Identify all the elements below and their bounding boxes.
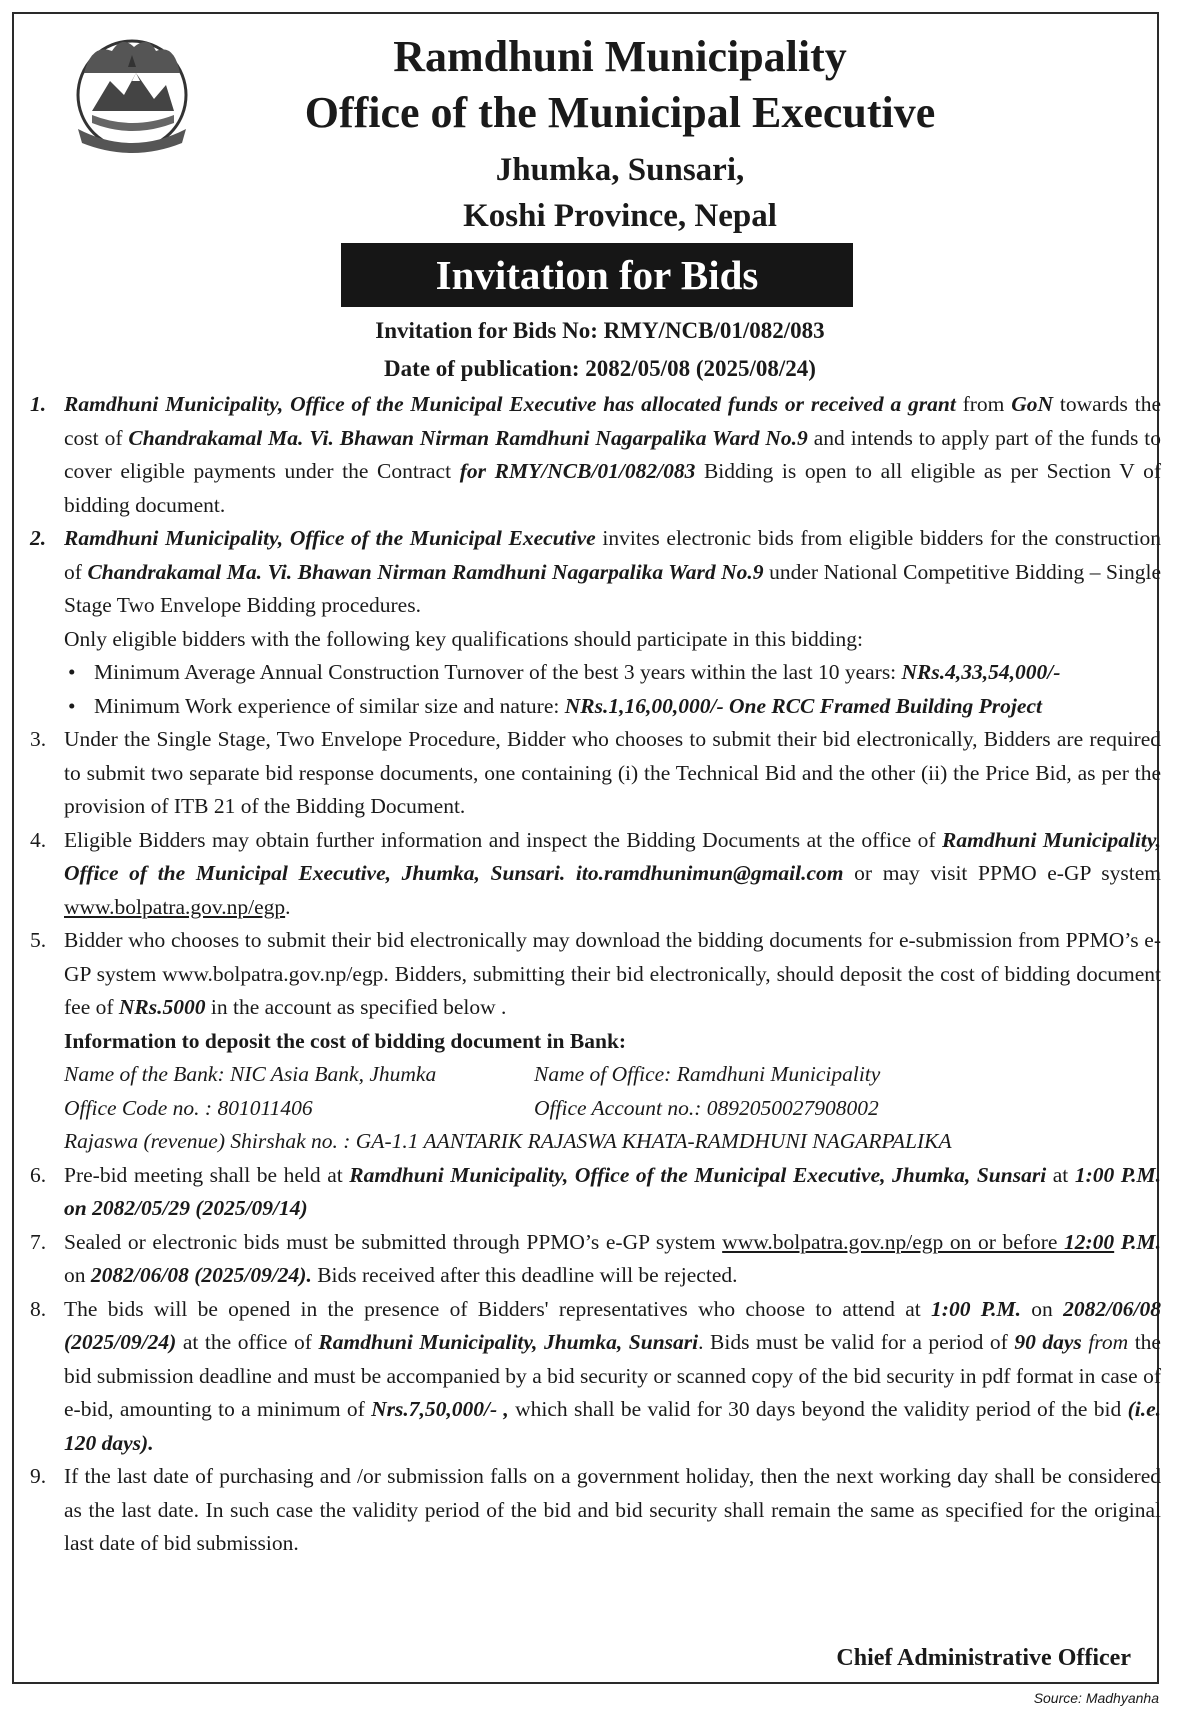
address-line-1: Jhumka, Sunsari, [495,152,745,188]
text-run: The bids will be opened in the presence of Bidders' representatives who choose to attend at [64,1296,932,1321]
text-run: 12:00 [1064,1229,1115,1254]
text-run: Pre-bid meeting shall be held at [64,1162,350,1187]
office-name-bank: Name of Office: Ramdhuni Municipality [534,1062,881,1086]
office-account: Office Account no.: 0892050027908002 [534,1095,879,1120]
text-run: NRs.4,33,54,000/- [901,660,1061,684]
bullet-icon: • [68,660,76,684]
clause-2 [28,522,1161,623]
text-run: . [285,894,291,919]
text-run: Sealed or electronic bids must be submitted through PPMO’s e-GP system [64,1229,723,1254]
text-run: at [1046,1162,1075,1187]
text-run: Chandrakamal Ma. Vi. Bhawan Nirman Ramdhuni Nagarpalika Ward No.9 [87,559,764,584]
source-credit: Source: Madhyanha [1033,1690,1159,1706]
contact-email: Ramdhuni Municipality, Office of the Municipal Executive, Jhumka, Sunsari. ito.ramdhunimun@gmail.com [64,827,1161,885]
office-name: Office of the Municipal Executive [304,88,936,137]
text-run: and intends to apply part of the funds to cover eligible payments under the Contract [64,425,1161,483]
text-run: Nrs.7,50,000/- , [371,1397,509,1421]
egp-link[interactable]: www.bolpatra.gov.np/egp [64,894,286,919]
text-run: from [1081,1330,1129,1354]
clause-number: 9. [30,1464,47,1488]
text-run: Under the Single Stage, Two Envelope Procedure, Bidder who chooses to submit their bid electronically, Bidders are required to submit two separate bid response documents, one containing (i) the Technical Bid and the other (ii) the Price Bid, as per the provision of ITB 21 of the Bidding Document. [64,727,1161,818]
text-run: on [1020,1296,1064,1321]
text-run: 1:00 P.M. on 2082/05/29 (2025/09/14) [64,1162,1162,1220]
bank-row-2 [28,1092,1161,1126]
text-run: in the account as specified below . [205,995,507,1019]
notice-body [28,388,1161,1561]
publication-date: Date of publication: 2082/05/08 (2025/08/24) [384,356,816,381]
text-run: under National Competitive Bidding – Single Stage Two Envelope Bidding procedures. [64,559,1162,617]
text-run: NRs.5000 [118,995,206,1019]
municipality-name: Ramdhuni Municipality [393,32,847,81]
notice-title-banner: Invitation for Bids [341,243,853,307]
clause-1 [28,388,1161,522]
clause-number: 4. [30,827,47,852]
clause-6 [28,1159,1161,1226]
text-run: towards the cost of [64,392,1161,450]
clause-number: 1. [30,392,47,416]
text-run: P.M. [1114,1229,1161,1254]
address-line-2: Koshi Province, Nepal [463,198,777,234]
qualification-experience [28,690,1161,724]
text-run: or may visit PPMO e-GP system [843,861,1161,885]
text-run: Bidder who chooses to submit their bid electronically may download the bidding documents for e-submission from PPMO’s e-GP system www.bolpatra.gov.np/egp. Bidders, submitting their bid electronically, should deposit the cost of bidding document fee of [64,928,1161,1019]
text-run: invites electronic bids from eligible bidders for the construction of [64,526,1162,584]
clause-5 [28,924,1161,1025]
text-run: (i.e. 120 days). [64,1397,1161,1455]
clause-number: 8. [30,1296,47,1321]
clause-3 [28,723,1161,824]
nepal-government-emblem-icon [62,33,202,155]
bid-number: Invitation for Bids No: RMY/NCB/01/082/083 [375,318,825,343]
clause-7 [28,1226,1161,1293]
text-run: Bids received after this deadline will be rejected. [311,1263,738,1287]
text-run: at the office of [176,1330,319,1354]
text-run: Ramdhuni Municipality, Office of the Municipal Executive has allocated funds or received a grant [64,392,956,416]
text-run: If the last date of purchasing and /or submission falls on a government holiday, then the next working day shall be considered as the last date. In such case the validity period of the bid and bid security shall remain the same as specified for the original last date of bid submission. [64,1464,1161,1555]
text-run: Eligible Bidders may obtain further information and inspect the Bidding Documents at the office of [64,827,943,852]
text-run: the bid submission deadline and must be accompanied by a bid security or scanned copy of the bid security in pdf format in case of e-bid, amounting to a minimum of [64,1330,1161,1421]
egp-link[interactable]: www.bolpatra.gov.np/egp on or before [722,1229,1064,1254]
text-run: 1:00 P.M. [931,1296,1021,1321]
text-run: from [955,392,1012,416]
text-run: 2082/06/08 (2025/09/24). [90,1263,312,1287]
text-run: which shall be valid for 30 days beyond the validity period of the bid [508,1397,1128,1421]
text-run: Ramdhuni Municipality, Jhumka, Sunsari [318,1330,699,1354]
text-run: 90 days [1014,1330,1082,1354]
text-run: 2082/06/08 (2025/09/24) [64,1296,1162,1354]
text-run: on [64,1263,91,1287]
qualifications-intro: Only eligible bidders with the following key qualifications should participate in this bidding: [64,626,863,651]
revenue-heading: Rajaswa (revenue) Shirshak no. : GA-1.1 AANTARIK RAJASWA KHATA-RAMDHUNI NAGARPALIKA [64,1129,952,1153]
clause-number: 7. [30,1229,47,1254]
text-run: Bidding is open to all eligible as per Section V of bidding document. [64,459,1161,517]
text-run: NRs.1,16,00,000/- One RCC Framed Building Project [564,693,1042,718]
bullet-icon: • [68,693,76,718]
text-run: Minimum Work experience of similar size and nature: [94,693,565,718]
text-run: Chandrakamal Ma. Vi. Bhawan Nirman Ramdhuni Nagarpalika Ward No.9 [128,425,808,450]
qualification-turnover [28,656,1161,690]
office-code: Office Code no. : 801011406 [64,1095,313,1120]
text-run: Minimum Average Annual Construction Turnover of the best 3 years within the last 10 years: [94,660,902,684]
bank-row-1 [28,1058,1161,1092]
text-run: for RMY/NCB/01/082/083 [459,459,696,483]
text-run: . Bids must be valid for a period of [698,1330,1015,1354]
text-run: Ramdhuni Municipality, Office of the Municipal Executive, Jhumka, Sunsari [349,1162,1047,1187]
clause-9 [28,1460,1161,1561]
bank-info-heading: Information to deposit the cost of bidding document in Bank: [64,1028,627,1053]
bank-name: Name of the Bank: NIC Asia Bank, Jhumka [64,1062,437,1086]
signature-title: Chief Administrative Officer [836,1645,1131,1671]
text-run: GoN [1011,392,1054,416]
clause-4 [28,824,1161,925]
clause-number: 2. [30,526,47,550]
clause-number: 6. [30,1162,47,1187]
clause-8 [28,1293,1161,1461]
clause-number: 3. [30,727,47,751]
clause-number: 5. [30,928,47,952]
text-run: Ramdhuni Municipality, Office of the Municipal Executive [64,526,596,550]
